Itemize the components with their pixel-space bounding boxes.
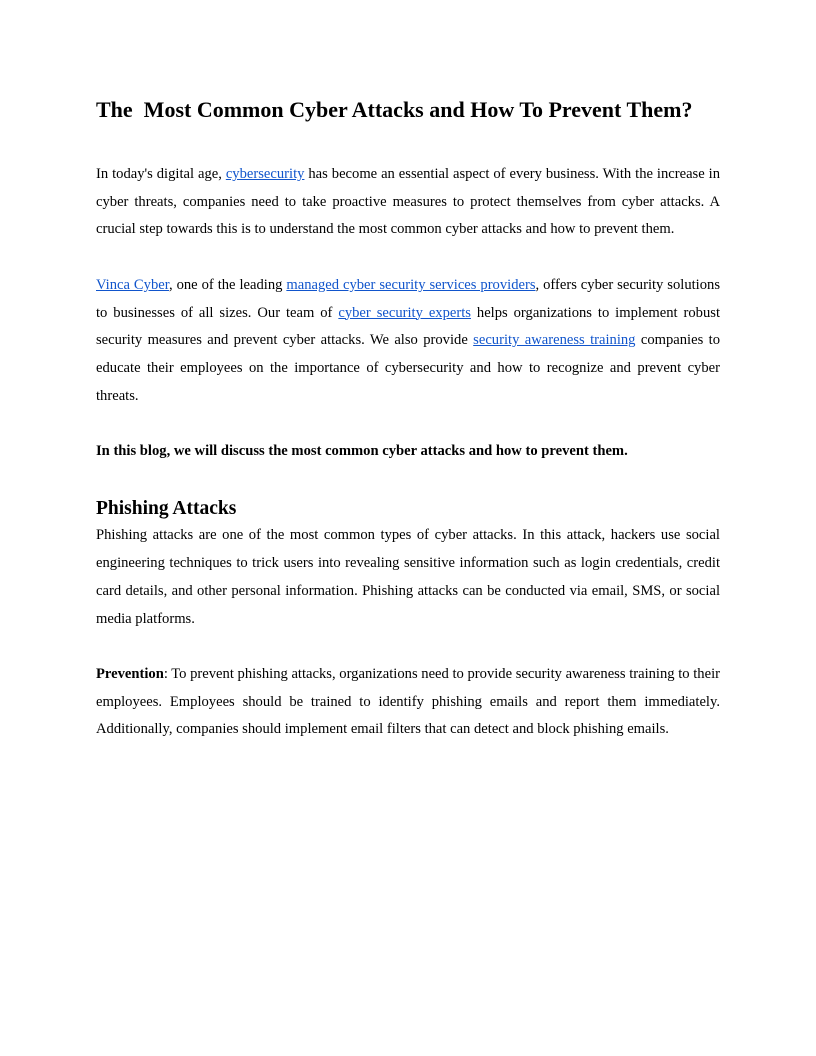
document-title: The Most Common Cyber Attacks and How To Prevent Them? — [96, 97, 693, 122]
phishing-paragraph: Phishing attacks are one of the most common types of cyber attacks. In this attack, hackers use social engineering techniques to trick users into revealing sensitive information such as login credentials, credit card details, and other personal information. Phishing attacks can be conducted via email, SMS, or social media platforms. — [96, 527, 720, 627]
vinca-cyber-link[interactable]: Vinca Cyber — [96, 276, 169, 293]
prevention-text: : To prevent phishing attacks, organizations need to provide security awareness training to their employees. Employees should be trained to identify phishing emails and report them immediately. Additionally, companies should implement email filters that can detect and block phishing emails. — [96, 665, 720, 738]
phishing-heading: Phishing Attacks — [96, 498, 237, 520]
prevention-label: Prevention — [96, 665, 164, 682]
intro-paragraph — [96, 161, 720, 244]
cyber-security-experts-link[interactable]: cyber security experts — [338, 304, 471, 321]
cybersecurity-link[interactable]: cybersecurity — [225, 166, 305, 182]
security-awareness-training-link[interactable]: security awareness training — [473, 332, 636, 349]
prevention-paragraph — [96, 661, 720, 744]
about-text-4: companies to educate their employees on the importance of cybersecurity and how to recognize and prevent cyber threats. — [96, 332, 720, 404]
about-text-2: , offers cyber security solutions to businesses of all sizes. Our team of — [96, 276, 721, 321]
intro-text-before-link: In today's digital age, — [96, 166, 226, 182]
about-text-3: helps organizations to implement robust security measures and prevent cyber attacks. We also provide — [96, 304, 721, 349]
blog-intro: In this blog, we will discuss the most common cyber attacks and how to prevent them. — [96, 443, 628, 459]
intro-text-after-link: has become an essential aspect of every business. With the increase in cyber threats, companies need to take proactive measures to protect themselves from cyber attacks. A crucial step towards this is to understand the most common cyber attacks and how to prevent them. — [96, 166, 720, 238]
managed-services-link[interactable]: managed cyber security services providers — [286, 276, 536, 293]
about-paragraph — [96, 272, 720, 411]
about-text-1: , one of the leading — [169, 276, 287, 293]
